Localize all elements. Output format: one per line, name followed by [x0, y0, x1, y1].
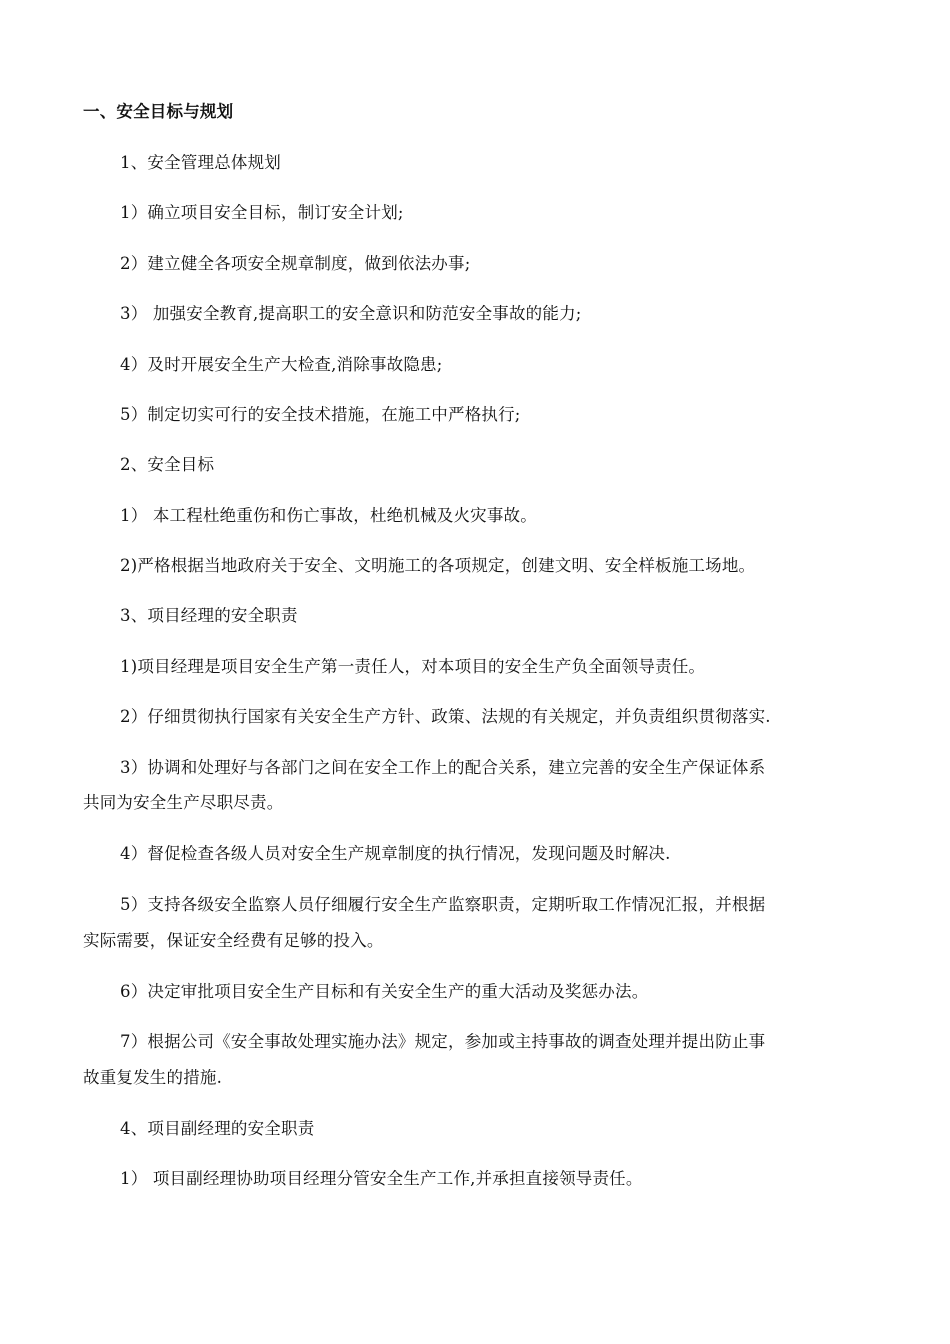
paragraph-line: 1）确立项目安全目标，制订安全计划; — [120, 203, 404, 222]
paragraph-line: 5）制定切实可行的安全技术措施，在施工中严格执行; — [120, 405, 521, 424]
paragraph-line: 7）根据公司《安全事故处理实施办法》规定，参加或主持事故的调查处理并提出防止事 — [120, 1032, 766, 1051]
paragraph-line: 2）仔细贯彻执行国家有关安全生产方针、政策、法规的有关规定，并负责组织贯彻落实. — [120, 707, 771, 726]
paragraph-line: 1） 本工程杜绝重伤和伤亡事故，杜绝机械及火灾事故。 — [120, 506, 537, 525]
paragraph-line: 3） 加强安全教育,提高职工的安全意识和防范安全事故的能力; — [120, 304, 582, 323]
paragraph-line: 5）支持各级安全监察人员仔细履行安全生产监察职责，定期听取工作情况汇报，并根据 — [120, 895, 766, 914]
subsection-title: 3、项目经理的安全职责 — [120, 606, 298, 625]
paragraph-line: 2)严格根据当地政府关于安全、文明施工的各项规定，创建文明、安全样板施工场地。 — [120, 556, 756, 575]
paragraph-line: 3）协调和处理好与各部门之间在安全工作上的配合关系，建立完善的安全生产保证体系 — [120, 758, 766, 777]
paragraph-line-continuation: 实际需要，保证安全经费有足够的投入。 — [83, 931, 384, 950]
paragraph-line: 6）决定审批项目安全生产目标和有关安全生产的重大活动及奖惩办法。 — [120, 982, 649, 1001]
paragraph-line: 4）及时开展安全生产大检查,消除事故隐患; — [120, 355, 443, 374]
paragraph-line: 2）建立健全各项安全规章制度，做到依法办事; — [120, 254, 471, 273]
subsection-title: 2、安全目标 — [120, 455, 215, 474]
paragraph-line-continuation: 故重复发生的措施. — [83, 1068, 223, 1087]
paragraph-line-continuation: 共同为安全生产尽职尽责。 — [83, 793, 284, 812]
subsection-title: 1、安全管理总体规划 — [120, 153, 281, 172]
paragraph-line: 1） 项目副经理协助项目经理分管安全生产工作,并承担直接领导责任。 — [120, 1169, 643, 1188]
paragraph-line: 1)项目经理是项目安全生产第一责任人，对本项目的安全生产负全面领导责任。 — [120, 657, 706, 676]
paragraph-line: 4）督促检查各级人员对安全生产规章制度的执行情况，发现问题及时解决. — [120, 844, 671, 863]
section-heading: 一、安全目标与规划 — [83, 102, 234, 121]
subsection-title: 4、项目副经理的安全职责 — [120, 1119, 315, 1138]
